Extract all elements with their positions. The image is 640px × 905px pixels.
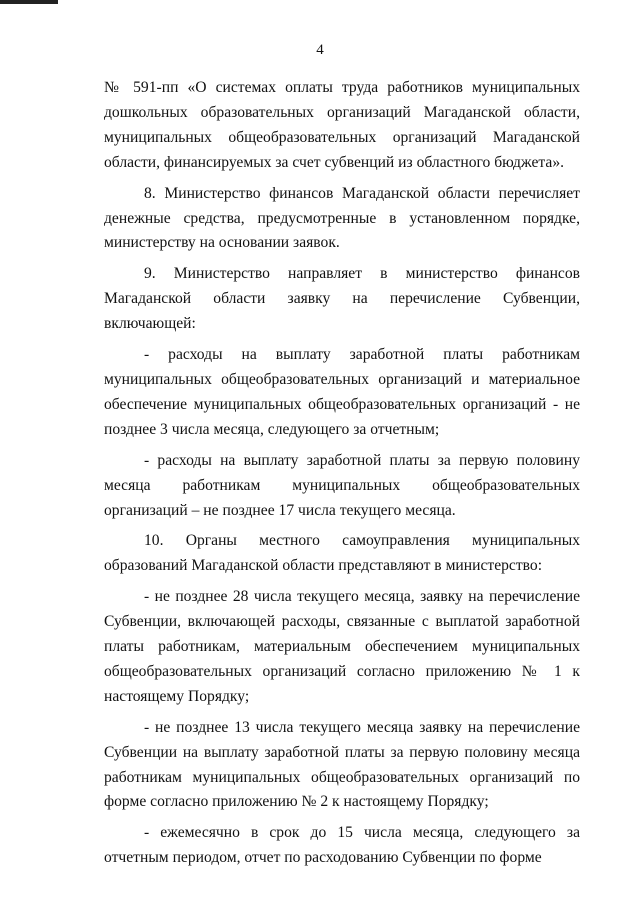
page-number: 4 bbox=[316, 42, 324, 58]
list-item-request-28: - не позднее 28 числа текущего месяца, заявку на перечисление Субвенции, включающей расходы, связанные с выплатой заработной платы работникам, материальным обеспечением муниципальных общеобразовательных организаций согласно приложению № 1 к настоящему Порядку; bbox=[104, 588, 580, 705]
document-body bbox=[104, 76, 580, 877]
scan-edge-mark bbox=[0, 0, 58, 4]
paragraph-item-9: 9. Министерство направляет в министерство финансов Магаданской области заявку на перечисление Субвенции, включающей: bbox=[104, 265, 580, 333]
list-item-first-half-salary: - расходы на выплату заработной платы за первую половину месяца работникам муниципальных общеобразовательных организаций – не позднее 17 числа текущего месяца. bbox=[104, 451, 580, 519]
paragraph-continuation: № 591-пп «О системах оплаты труда работников муниципальных дошкольных образовательных организаций Магаданской области, муниципальных общеобразовательных организаций Магаданской области, финансируемых за счет субвенций из областного бюджета». bbox=[104, 79, 580, 171]
paragraph-item-10: 10. Органы местного самоуправления муниципальных образований Магаданской области представляют в министерство: bbox=[104, 532, 580, 575]
list-item-monthly-report: - ежемесячно в срок до 15 числа месяца, следующего за отчетным периодом, отчет по расходованию Субвенции по форме bbox=[104, 824, 580, 867]
list-item-request-13: - не позднее 13 числа текущего месяца заявку на перечисление Субвенции на выплату заработной платы за первую половину месяца работникам муниципальных общеобразовательных организаций по форме согласно приложению № 2 к настоящему Порядку; bbox=[104, 718, 580, 811]
paragraph-item-8: 8. Министерство финансов Магаданской области перечисляет денежные средства, предусмотренные в установленном порядке, министерству на основании заявок. bbox=[104, 184, 580, 252]
list-item-salary-expenses: - расходы на выплату заработной платы работникам муниципальных общеобразовательных организаций и материальное обеспечение муниципальных общеобразовательных организаций - не позднее 3 числа месяца, следующего за отчетным; bbox=[104, 346, 580, 438]
